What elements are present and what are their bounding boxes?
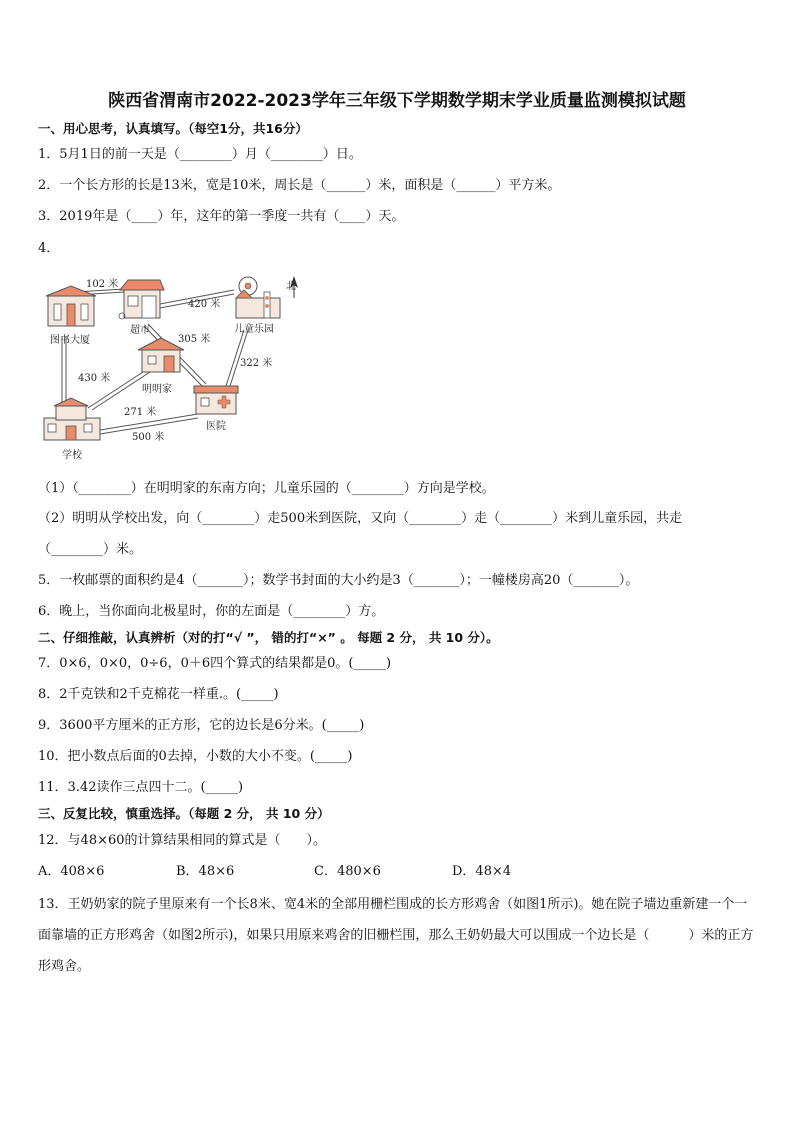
question-1: 1．5月1日的前一天是（________）月（________）日。: [38, 147, 362, 162]
question-4: 4．: [38, 241, 60, 256]
question-8: 8．2千克铁和2千克棉花一样重.。(_____): [38, 687, 279, 702]
page-title: 陕西省渭南市2022-2023学年三年级下学期数学期末学业质量监测模拟试题: [108, 91, 686, 111]
question-6: 6．晚上，当你面向北极星时，你的左面是（________）方。: [38, 604, 385, 619]
hospital-building: [194, 386, 238, 414]
distance-supermarket-park: 420 米: [188, 299, 221, 310]
question-2: 2．一个长方形的长是13米，宽是10米，周长是（______）米，面积是（______）平方米。: [38, 178, 561, 193]
question-9: 9．3600平方厘米的正方形，它的边长是6分米。(_____): [38, 718, 365, 733]
label-school: 学校: [62, 450, 82, 461]
question-13: 13．王奶奶家的院子里原来有一个长8米、宽4米的全部用栅栏围成的长方形鸡舍（如图1所示)。她在院子墙边重新建一个一面靠墙的正方形鸡舍（如图2所示)，如果只用原来鸡舍的旧栅栏围，那么王奶奶最大可以围成一个边长是（ ）米的正方形鸡舍。: [38, 897, 754, 974]
question-5: 5．一枚邮票的面积约是4（_______）；数学书封面的大小约是3（_______）；一幢楼房高20（_______）。: [38, 573, 639, 588]
option-c[interactable]: C．480×6: [314, 864, 381, 879]
option-d[interactable]: D．48×4: [452, 864, 512, 879]
park-building: [236, 277, 280, 318]
map-drawing: [38, 268, 328, 463]
north-label: 北: [286, 281, 296, 292]
section-3-heading: 三、反复比较，慎重选择。（每题 2 分， 共 10 分）: [38, 806, 330, 821]
section-2-heading: 二、仔细推敲，认真辨析（对的打“√ ”， 错的打“×” 。 每题 2 分， 共 10 分）。: [38, 630, 499, 645]
distance-library-school: 430 米: [78, 373, 111, 384]
school-building: [44, 398, 100, 440]
question-10: 10．把小数点后面的0去掉，小数的大小不变。(_____): [38, 749, 353, 764]
distance-school-hospital: 500 米: [132, 432, 165, 443]
distance-supermarket-hospital: 305 米: [178, 334, 211, 345]
library-building: [46, 286, 96, 326]
question-11: 11．3.42读作三点四十二。(_____): [38, 780, 244, 795]
label-hospital: 医院: [206, 421, 226, 432]
section-1-heading: 一、用心思考，认真填写。（每空1分，共16分）: [38, 121, 308, 136]
supermarket-building: [119, 280, 164, 319]
label-supermarket: 超市: [130, 325, 150, 336]
distance-home-school: 271 米: [124, 407, 157, 418]
distance-park-hospital: 322 米: [240, 358, 273, 369]
question-3: 3．2019年是（____）年，这年的第一季度一共有（____）天。: [38, 209, 405, 224]
option-b[interactable]: B．48×6: [176, 864, 235, 879]
label-library: 图书大厦: [50, 335, 90, 346]
question-4-part-2-cont: （________）米。: [38, 542, 143, 557]
label-home: 明明家: [142, 384, 172, 395]
option-a[interactable]: A．408×6: [38, 864, 105, 879]
question-4-part-1: （1）（________）在明明家的东南方向；儿童乐园的（________）方向是学校。: [38, 481, 495, 496]
label-park: 儿童乐园: [234, 324, 274, 335]
question-12: 12．与48×60的计算结果相同的算式是（ ）。: [38, 833, 327, 848]
map-figure: [38, 268, 328, 463]
question-4-part-2: （2）明明从学校出发，向（________）走500米到医院，又向（________）走（________）米到儿童乐园，共走: [38, 511, 683, 526]
question-7: 7．0×6，0×0，0÷6，0＋6四个算式的结果都是0。(_____): [38, 656, 392, 671]
distance-library-supermarket: 102 米: [86, 279, 119, 290]
question-12-options: [38, 863, 590, 881]
